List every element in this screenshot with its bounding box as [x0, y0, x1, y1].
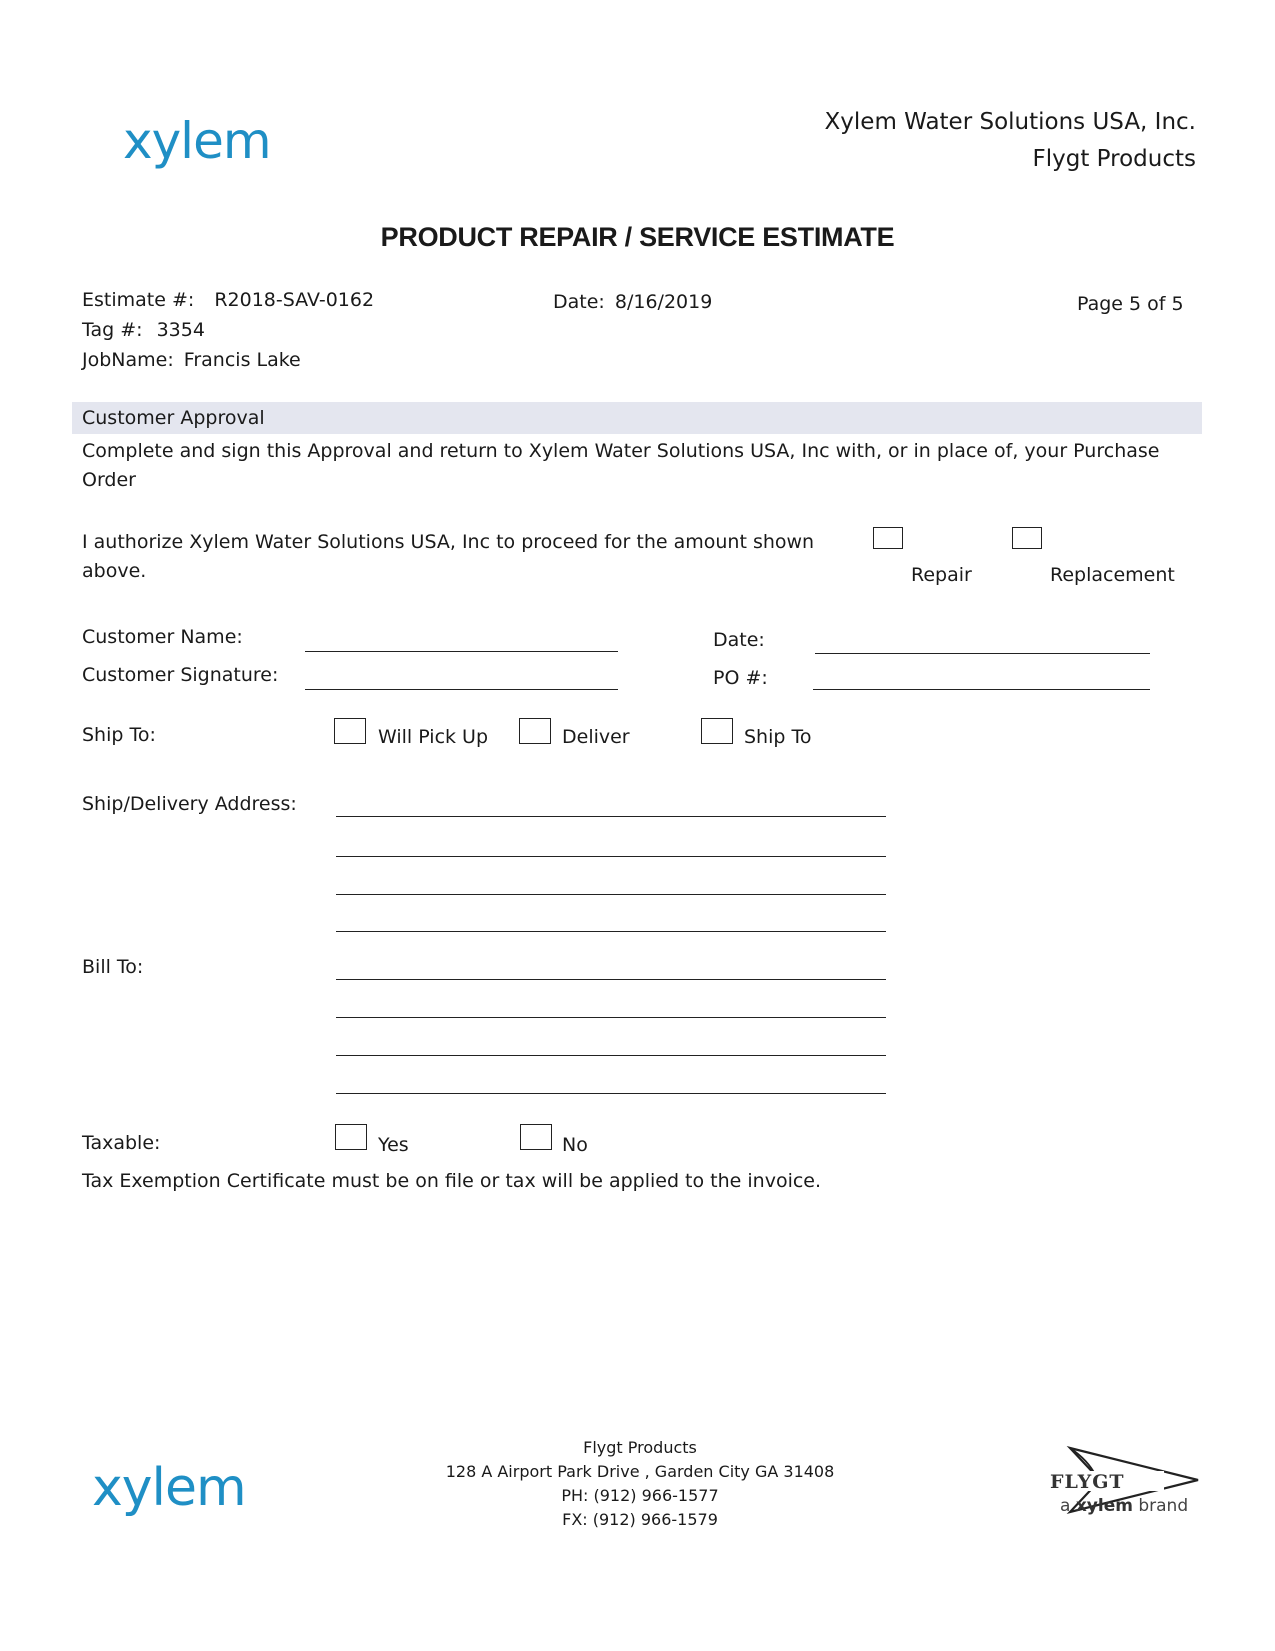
division-name: Flygt Products	[1032, 146, 1196, 172]
authorize-line-1: I authorize Xylem Water Solutions USA, Inc to proceed for the amount shown	[82, 531, 815, 553]
company-name: Xylem Water Solutions USA, Inc.	[824, 109, 1196, 135]
repair-label: Repair	[911, 564, 972, 586]
tag-label: Tag #:	[82, 319, 143, 341]
deliver-label: Deliver	[562, 726, 630, 748]
instructions-line-2: Order	[82, 469, 136, 491]
will-pick-up-checkbox[interactable]	[334, 718, 366, 744]
delivery-address-line-4[interactable]	[336, 931, 886, 932]
taxable-no-checkbox[interactable]	[520, 1124, 552, 1150]
tax-exemption-note: Tax Exemption Certificate must be on file or tax will be applied to the invoice.	[82, 1170, 822, 1192]
ship-to-checkbox[interactable]	[701, 718, 733, 744]
estimate-value: R2018-SAV-0162	[214, 289, 375, 311]
flygt-logo-icon	[1040, 1440, 1210, 1530]
xylem-logo: xylem	[123, 112, 271, 170]
po-number-label: PO #:	[713, 667, 768, 689]
brand-tagline	[1060, 1496, 1188, 1516]
replacement-checkbox[interactable]	[1012, 527, 1042, 549]
customer-signature-field[interactable]	[305, 689, 618, 690]
brand-name: xylem	[1075, 1496, 1133, 1516]
deliver-checkbox[interactable]	[519, 718, 551, 744]
customer-name-field[interactable]	[305, 651, 618, 652]
estimate-label: Estimate #:	[82, 289, 195, 311]
jobname-label: JobName:	[82, 349, 174, 371]
ship-to-label: Ship To:	[82, 724, 156, 746]
footer-fax: FX: (912) 966-1579	[562, 1510, 718, 1529]
bill-to-line-1[interactable]	[336, 979, 886, 980]
taxable-label: Taxable:	[82, 1132, 161, 1154]
bill-to-label: Bill To:	[82, 956, 144, 978]
customer-signature-label: Customer Signature:	[82, 664, 279, 686]
tag-value: 3354	[156, 319, 205, 341]
authorize-line-2: above.	[82, 560, 147, 582]
taxable-yes-label: Yes	[378, 1134, 409, 1156]
bill-to-line-4[interactable]	[336, 1093, 886, 1094]
delivery-address-line-2[interactable]	[336, 856, 886, 857]
jobname-value: Francis Lake	[183, 349, 301, 371]
footer-company: Flygt Products	[583, 1438, 697, 1457]
date-label: Date:	[553, 291, 605, 313]
estimate-date	[553, 291, 712, 313]
tag-number	[82, 319, 205, 341]
ship-to-option-label: Ship To	[744, 726, 812, 748]
company-block	[825, 104, 1196, 178]
footer-phone: PH: (912) 966-1577	[561, 1486, 719, 1505]
brand-prefix: a	[1060, 1496, 1076, 1516]
customer-name-label: Customer Name:	[82, 626, 243, 648]
repair-checkbox[interactable]	[873, 527, 903, 549]
footer-address-block	[380, 1436, 900, 1532]
estimate-number	[82, 289, 374, 311]
delivery-address-line-3[interactable]	[336, 894, 886, 895]
xylem-footer-logo: xylem	[92, 1458, 246, 1518]
page-indicator: Page 5 of 5	[1077, 293, 1184, 315]
page-title: PRODUCT REPAIR / SERVICE ESTIMATE	[380, 222, 895, 252]
delivery-address-label: Ship/Delivery Address:	[82, 793, 297, 815]
delivery-address-line-1[interactable]	[336, 816, 886, 817]
job-name	[82, 349, 301, 371]
taxable-yes-checkbox[interactable]	[335, 1124, 367, 1150]
will-pick-up-label: Will Pick Up	[378, 726, 489, 748]
date-value: 8/16/2019	[614, 291, 713, 313]
taxable-no-label: No	[562, 1134, 588, 1156]
section-title: Customer Approval	[82, 407, 265, 429]
svg-text:FLYGT: FLYGT	[1050, 1471, 1125, 1493]
instructions-line-1: Complete and sign this Approval and return to Xylem Water Solutions USA, Inc with, or in place of, your Purchase	[82, 440, 1160, 462]
approval-date-label: Date:	[713, 629, 765, 651]
po-number-field[interactable]	[813, 689, 1150, 690]
bill-to-line-2[interactable]	[336, 1017, 886, 1018]
approval-date-field[interactable]	[815, 653, 1150, 654]
footer-address: 128 A Airport Park Drive , Garden City GA 31408	[445, 1462, 835, 1481]
brand-suffix: brand	[1132, 1496, 1189, 1516]
bill-to-line-3[interactable]	[336, 1055, 886, 1056]
replacement-label: Replacement	[1050, 564, 1175, 586]
